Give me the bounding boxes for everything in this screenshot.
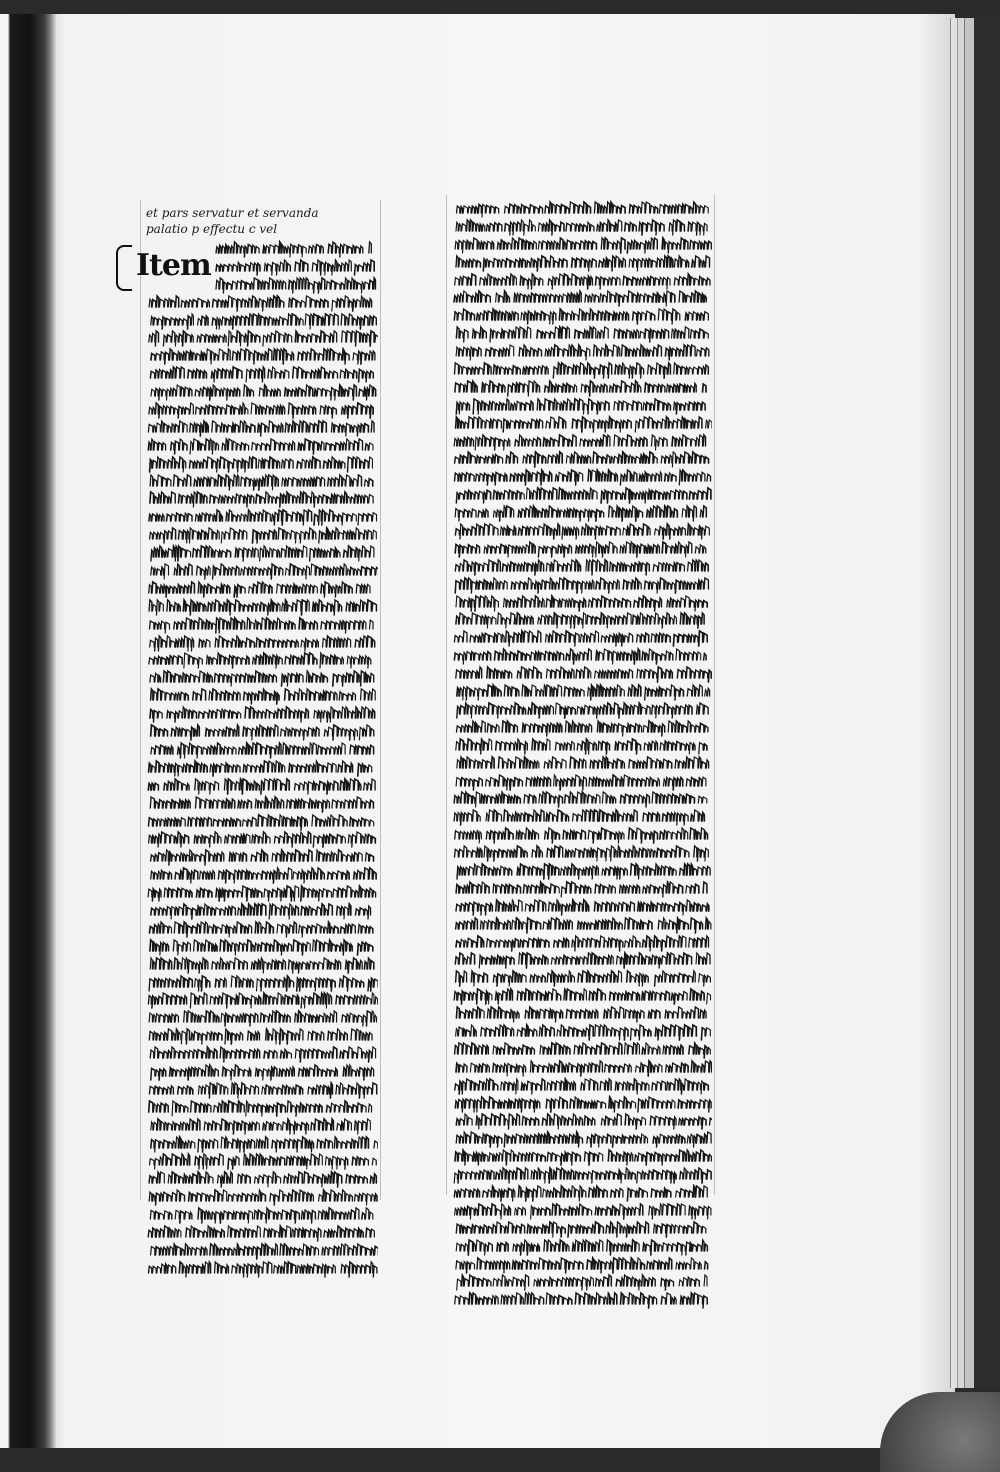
script-line — [146, 634, 378, 652]
script-line — [452, 1256, 712, 1274]
script-line — [452, 1023, 712, 1041]
script-glyphs — [146, 956, 378, 974]
script-glyphs — [452, 862, 712, 880]
script-line — [452, 629, 712, 647]
script-line — [146, 848, 378, 866]
script-glyphs — [146, 1242, 378, 1260]
script-line — [146, 598, 378, 616]
script-glyphs — [146, 419, 378, 437]
script-glyphs — [146, 1206, 378, 1224]
script-line — [146, 455, 378, 473]
script-line — [146, 616, 378, 634]
script-line — [452, 1291, 712, 1309]
script-line — [452, 379, 712, 397]
script-glyphs — [452, 1238, 712, 1256]
script-line — [146, 1027, 378, 1045]
script-line — [452, 522, 712, 540]
script-glyphs — [146, 490, 378, 508]
script-glyphs — [146, 1224, 378, 1242]
script-glyphs — [452, 1059, 712, 1077]
script-glyphs — [146, 1260, 378, 1278]
script-line — [146, 1260, 378, 1278]
script-glyphs — [146, 687, 378, 705]
script-line — [452, 862, 712, 880]
script-glyphs — [452, 755, 712, 773]
script-line — [452, 1077, 712, 1095]
script-line — [452, 289, 712, 307]
page-edge — [957, 18, 964, 1388]
script-line — [146, 1170, 378, 1188]
script-line — [146, 490, 378, 508]
script-glyphs — [452, 289, 712, 307]
script-line — [146, 508, 378, 526]
script-line — [146, 580, 378, 598]
script-line — [452, 951, 712, 969]
script-line — [146, 884, 378, 902]
script-line — [146, 1099, 378, 1117]
script-glyphs — [146, 562, 378, 580]
script-line — [452, 826, 712, 844]
script-glyphs — [146, 580, 378, 598]
script-glyphs — [452, 665, 712, 683]
script-glyphs — [452, 808, 712, 826]
script-line — [452, 236, 712, 254]
script-glyphs — [146, 616, 378, 634]
script-glyphs — [146, 1152, 378, 1170]
script-glyphs — [452, 450, 712, 468]
script-glyphs — [146, 526, 378, 544]
script-glyphs — [452, 1220, 712, 1238]
script-glyphs — [146, 795, 378, 813]
scan-background — [974, 18, 1000, 1388]
script-line — [146, 347, 378, 365]
script-glyphs — [146, 544, 378, 562]
script-line — [146, 1063, 378, 1081]
script-glyphs — [452, 898, 712, 916]
script-line — [452, 1238, 712, 1256]
script-glyphs — [146, 634, 378, 652]
script-line — [452, 969, 712, 987]
initial-text: Item — [136, 248, 211, 283]
script-glyphs — [452, 1166, 712, 1184]
script-glyphs — [452, 540, 712, 558]
script-line — [452, 773, 712, 791]
script-glyphs — [452, 361, 712, 379]
script-glyphs — [146, 920, 378, 938]
script-glyphs — [146, 365, 378, 383]
script-glyphs — [452, 307, 712, 325]
script-glyphs — [452, 773, 712, 791]
script-line — [146, 401, 378, 419]
page-edge — [950, 18, 957, 1388]
script-line — [452, 790, 712, 808]
script-line — [452, 916, 712, 934]
script-line — [452, 1041, 712, 1059]
script-glyphs — [452, 1095, 712, 1113]
script-glyphs — [146, 866, 378, 884]
script-glyphs — [452, 969, 712, 987]
script-line — [146, 365, 378, 383]
ruling-line — [446, 195, 447, 1195]
script-line — [146, 294, 378, 312]
script-line — [146, 651, 378, 669]
script-line — [146, 938, 378, 956]
script-line — [452, 611, 712, 629]
script-glyphs — [146, 1027, 378, 1045]
script-line — [146, 526, 378, 544]
script-glyphs — [452, 433, 712, 451]
script-line — [146, 276, 378, 294]
script-line — [146, 705, 378, 723]
script-glyphs — [452, 236, 712, 254]
script-glyphs — [146, 276, 378, 294]
script-glyphs — [146, 1188, 378, 1206]
script-glyphs — [452, 558, 712, 576]
script-glyphs — [452, 880, 712, 898]
script-line — [452, 540, 712, 558]
script-line — [146, 329, 378, 347]
script-line — [146, 1224, 378, 1242]
script-line — [452, 755, 712, 773]
script-line — [452, 254, 712, 272]
script-line — [452, 737, 712, 755]
script-line — [452, 987, 712, 1005]
script-line — [452, 1184, 712, 1202]
scan-top-edge — [0, 0, 1000, 14]
script-glyphs — [146, 830, 378, 848]
script-glyphs — [452, 415, 712, 433]
script-glyphs — [452, 1256, 712, 1274]
script-glyphs — [146, 1099, 378, 1117]
script-glyphs — [452, 790, 712, 808]
script-line — [452, 558, 712, 576]
script-line — [452, 1095, 712, 1113]
script-glyphs — [452, 1291, 712, 1309]
script-line — [146, 1117, 378, 1135]
page-edge — [964, 18, 974, 1388]
script-glyphs — [452, 1202, 712, 1220]
script-glyphs — [146, 258, 378, 276]
script-line — [146, 1009, 378, 1027]
script-glyphs — [146, 777, 378, 795]
script-glyphs — [452, 826, 712, 844]
script-line — [452, 468, 712, 486]
script-line — [146, 473, 378, 491]
script-glyphs — [452, 1184, 712, 1202]
script-glyphs — [146, 902, 378, 920]
script-glyphs — [146, 848, 378, 866]
script-glyphs — [452, 218, 712, 236]
script-line — [452, 450, 712, 468]
script-glyphs — [146, 938, 378, 956]
script-glyphs — [146, 741, 378, 759]
script-line — [452, 1166, 712, 1184]
script-glyphs — [452, 629, 712, 647]
initial-flourish — [116, 245, 132, 291]
script-glyphs — [452, 254, 712, 272]
script-glyphs — [146, 383, 378, 401]
script-line — [452, 1220, 712, 1238]
ruling-line — [140, 200, 141, 1200]
script-line — [452, 325, 712, 343]
script-line — [146, 258, 378, 276]
script-glyphs — [452, 701, 712, 719]
script-glyphs — [146, 1170, 378, 1188]
script-line — [452, 701, 712, 719]
script-glyphs — [452, 504, 712, 522]
script-line — [452, 808, 712, 826]
script-line — [452, 397, 712, 415]
script-glyphs — [452, 1130, 712, 1148]
script-glyphs — [452, 200, 712, 218]
script-line — [146, 920, 378, 938]
script-line — [452, 200, 712, 218]
script-line — [452, 1005, 712, 1023]
ruling-line — [714, 195, 715, 1195]
script-line — [452, 898, 712, 916]
script-glyphs — [146, 240, 378, 258]
script-glyphs — [146, 598, 378, 616]
script-glyphs — [452, 576, 712, 594]
script-glyphs — [452, 934, 712, 952]
script-glyphs — [452, 486, 712, 504]
script-line — [146, 991, 378, 1009]
script-glyphs — [146, 991, 378, 1009]
script-glyphs — [146, 1063, 378, 1081]
ruling-line — [380, 200, 381, 1200]
script-glyphs — [452, 272, 712, 290]
script-glyphs — [452, 325, 712, 343]
script-glyphs — [452, 522, 712, 540]
script-glyphs — [146, 705, 378, 723]
script-line — [452, 1148, 712, 1166]
script-glyphs — [146, 329, 378, 347]
script-line — [146, 956, 378, 974]
script-glyphs — [146, 312, 378, 330]
script-line — [146, 759, 378, 777]
script-glyphs — [452, 343, 712, 361]
script-glyphs — [452, 611, 712, 629]
script-glyphs — [146, 723, 378, 741]
column-left-head-line: palatio p effectu c vel — [146, 222, 278, 236]
script-line — [146, 1135, 378, 1153]
column-right-text — [452, 200, 712, 1340]
script-line — [452, 1059, 712, 1077]
script-glyphs — [452, 1112, 712, 1130]
script-line — [146, 866, 378, 884]
script-line — [146, 741, 378, 759]
script-glyphs — [452, 1077, 712, 1095]
script-glyphs — [146, 401, 378, 419]
script-glyphs — [452, 844, 712, 862]
script-glyphs — [452, 594, 712, 612]
script-glyphs — [146, 1117, 378, 1135]
script-line — [452, 272, 712, 290]
script-glyphs — [146, 759, 378, 777]
script-glyphs — [146, 651, 378, 669]
script-line — [146, 1081, 378, 1099]
script-line — [146, 687, 378, 705]
script-line — [146, 777, 378, 795]
column-left-head-line: et pars servatur et servanda — [146, 206, 319, 220]
script-glyphs — [146, 1135, 378, 1153]
script-line — [146, 419, 378, 437]
script-line — [146, 437, 378, 455]
script-line — [146, 1242, 378, 1260]
script-glyphs — [146, 437, 378, 455]
script-line — [146, 1206, 378, 1224]
script-line — [452, 1112, 712, 1130]
script-glyphs — [146, 884, 378, 902]
script-line — [452, 218, 712, 236]
script-glyphs — [146, 347, 378, 365]
script-line — [452, 1202, 712, 1220]
script-line — [146, 813, 378, 831]
script-glyphs — [452, 397, 712, 415]
script-line — [146, 795, 378, 813]
script-line — [452, 844, 712, 862]
script-line — [452, 504, 712, 522]
script-line — [452, 433, 712, 451]
script-line — [452, 880, 712, 898]
script-line — [452, 486, 712, 504]
script-line — [146, 723, 378, 741]
script-glyphs — [452, 951, 712, 969]
script-glyphs — [146, 1045, 378, 1063]
script-glyphs — [452, 916, 712, 934]
script-glyphs — [452, 468, 712, 486]
script-line — [146, 544, 378, 562]
script-line — [452, 683, 712, 701]
script-glyphs — [452, 379, 712, 397]
script-glyphs — [452, 1005, 712, 1023]
script-line — [146, 1152, 378, 1170]
script-line — [452, 1130, 712, 1148]
script-glyphs — [452, 719, 712, 737]
script-line — [146, 830, 378, 848]
script-glyphs — [146, 1009, 378, 1027]
script-glyphs — [452, 683, 712, 701]
script-glyphs — [146, 294, 378, 312]
script-glyphs — [146, 508, 378, 526]
script-glyphs — [452, 1041, 712, 1059]
script-line — [452, 934, 712, 952]
column-left-text — [146, 240, 378, 1280]
script-glyphs — [146, 1081, 378, 1099]
script-glyphs — [146, 974, 378, 992]
script-line — [146, 902, 378, 920]
script-line — [146, 1188, 378, 1206]
script-line — [146, 312, 378, 330]
script-glyphs — [146, 669, 378, 687]
script-line — [146, 383, 378, 401]
script-glyphs — [452, 1023, 712, 1041]
script-glyphs — [452, 987, 712, 1005]
script-line — [452, 343, 712, 361]
script-glyphs — [146, 455, 378, 473]
script-glyphs — [146, 813, 378, 831]
script-line — [452, 307, 712, 325]
script-line — [146, 562, 378, 580]
book-gutter — [0, 0, 56, 1448]
script-line — [452, 361, 712, 379]
script-glyphs — [452, 647, 712, 665]
script-glyphs — [146, 473, 378, 491]
script-line — [452, 647, 712, 665]
script-line — [452, 1273, 712, 1291]
script-line — [452, 665, 712, 683]
script-glyphs — [452, 737, 712, 755]
script-glyphs — [452, 1273, 712, 1291]
script-line — [452, 719, 712, 737]
script-glyphs — [452, 1148, 712, 1166]
script-line — [146, 1045, 378, 1063]
script-line — [452, 594, 712, 612]
script-line — [452, 576, 712, 594]
script-line — [452, 415, 712, 433]
script-line — [146, 240, 378, 258]
script-line — [146, 974, 378, 992]
script-line — [146, 669, 378, 687]
